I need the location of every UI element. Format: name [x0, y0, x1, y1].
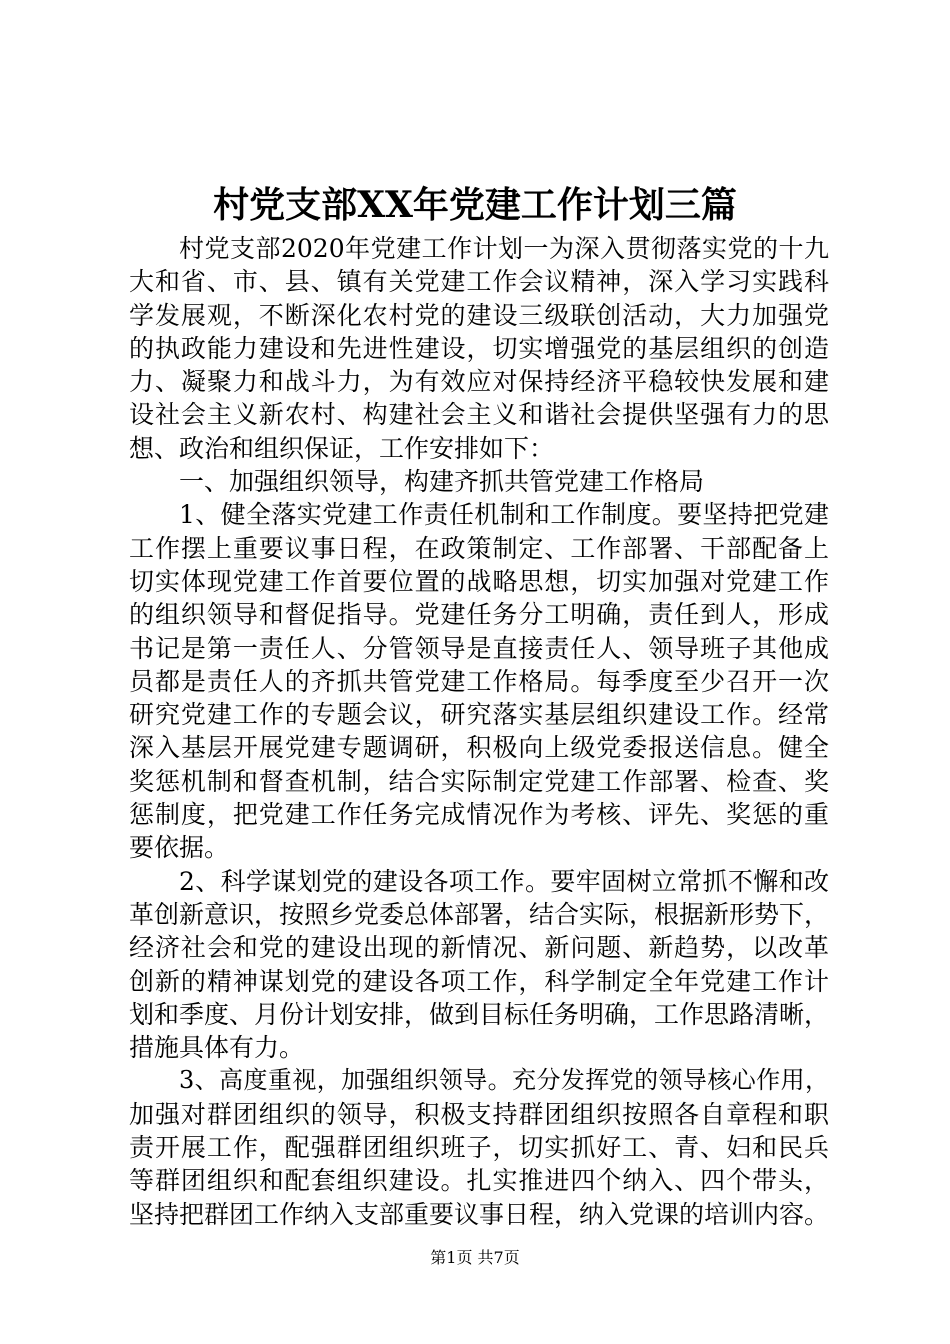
body-text-line: 经济社会和党的建设出现的新情况、新问题、新趋势，以改革: [129, 933, 829, 963]
body-text-line: 措施具体有力。: [129, 1033, 305, 1063]
document-body: [129, 232, 829, 1231]
body-text-line: 书记是第一责任人、分管领导是直接责任人、领导班子其他成: [129, 633, 829, 663]
body-text-line: 学发展观，不断深化农村党的建设三级联创活动，大力加强党: [129, 300, 829, 330]
body-text-line: 等群团组织和配套组织建设。扎实推进四个纳入、四个带头，: [129, 1166, 829, 1196]
body-text-line: 1、健全落实党建工作责任机制和工作制度。要坚持把党建: [179, 500, 829, 530]
body-text-line: 坚持把群团工作纳入支部重要议事日程，纳入党课的培训内容。: [129, 1199, 830, 1229]
body-text-line: 革创新意识，按照乡党委总体部署，结合实际，根据新形势下，: [129, 899, 830, 929]
body-text-line: 设社会主义新农村、构建社会主义和谐社会提供坚强有力的思: [129, 400, 829, 430]
body-text-line: 一、加强组织领导，构建齐抓共管党建工作格局: [179, 467, 705, 497]
body-text-line: 研究党建工作的专题会议，研究落实基层组织建设工作。经常: [129, 700, 829, 730]
body-text-line: 创新的精神谋划党的建设各项工作，科学制定全年党建工作计: [129, 966, 829, 996]
body-text-line: 加强对群团组织的领导，积极支持群团组织按照各自章程和职: [129, 1099, 829, 1129]
body-text-line: 的执政能力建设和先进性建设，切实增强党的基层组织的创造: [129, 333, 829, 363]
body-text-line: 村党支部2020年党建工作计划一为深入贯彻落实党的十九: [179, 234, 829, 263]
body-text-line: 工作摆上重要议事日程，在政策制定、工作部署、干部配备上: [129, 533, 829, 563]
body-text-line: 大和省、市、县、镇有关党建工作会议精神，深入学习实践科: [129, 267, 829, 297]
body-text-line: 责开展工作，配强群团组织班子，切实抓好工、青、妇和民兵: [129, 1133, 829, 1163]
body-text-line: 2、科学谋划党的建设各项工作。要牢固树立常抓不懈和改: [179, 866, 829, 896]
body-text-line: 的组织领导和督促指导。党建任务分工明确，责任到人，形成: [129, 600, 829, 630]
body-text-line: 力、凝聚力和战斗力，为有效应对保持经济平稳较快发展和建: [129, 367, 829, 397]
document-title: 村党支部XX年党建工作计划三篇: [213, 184, 737, 226]
body-text-line: 奖惩机制和督查机制，结合实际制定党建工作部署、检查、奖: [129, 766, 829, 796]
body-text-line: 切实体现党建工作首要位置的战略思想，切实加强对党建工作: [129, 566, 829, 596]
body-text-line: 深入基层开展党建专题调研，积极向上级党委报送信息。健全: [129, 733, 829, 763]
body-text-line: 惩制度，把党建工作任务完成情况作为考核、评先、奖惩的重: [129, 800, 829, 830]
body-text-line: 要依据。: [129, 833, 230, 863]
body-text-line: 想、政治和组织保证，工作安排如下：: [129, 433, 555, 463]
body-text-line: 3、高度重视，加强组织领导。充分发挥党的领导核心作用，: [179, 1066, 829, 1095]
body-text-line: 划和季度、月份计划安排，做到目标任务明确，工作思路清晰，: [129, 999, 830, 1029]
body-text-line: 员都是责任人的齐抓共管党建工作格局。每季度至少召开一次: [129, 666, 829, 696]
page-number-footer: 第1页 共7页: [430, 1248, 520, 1267]
